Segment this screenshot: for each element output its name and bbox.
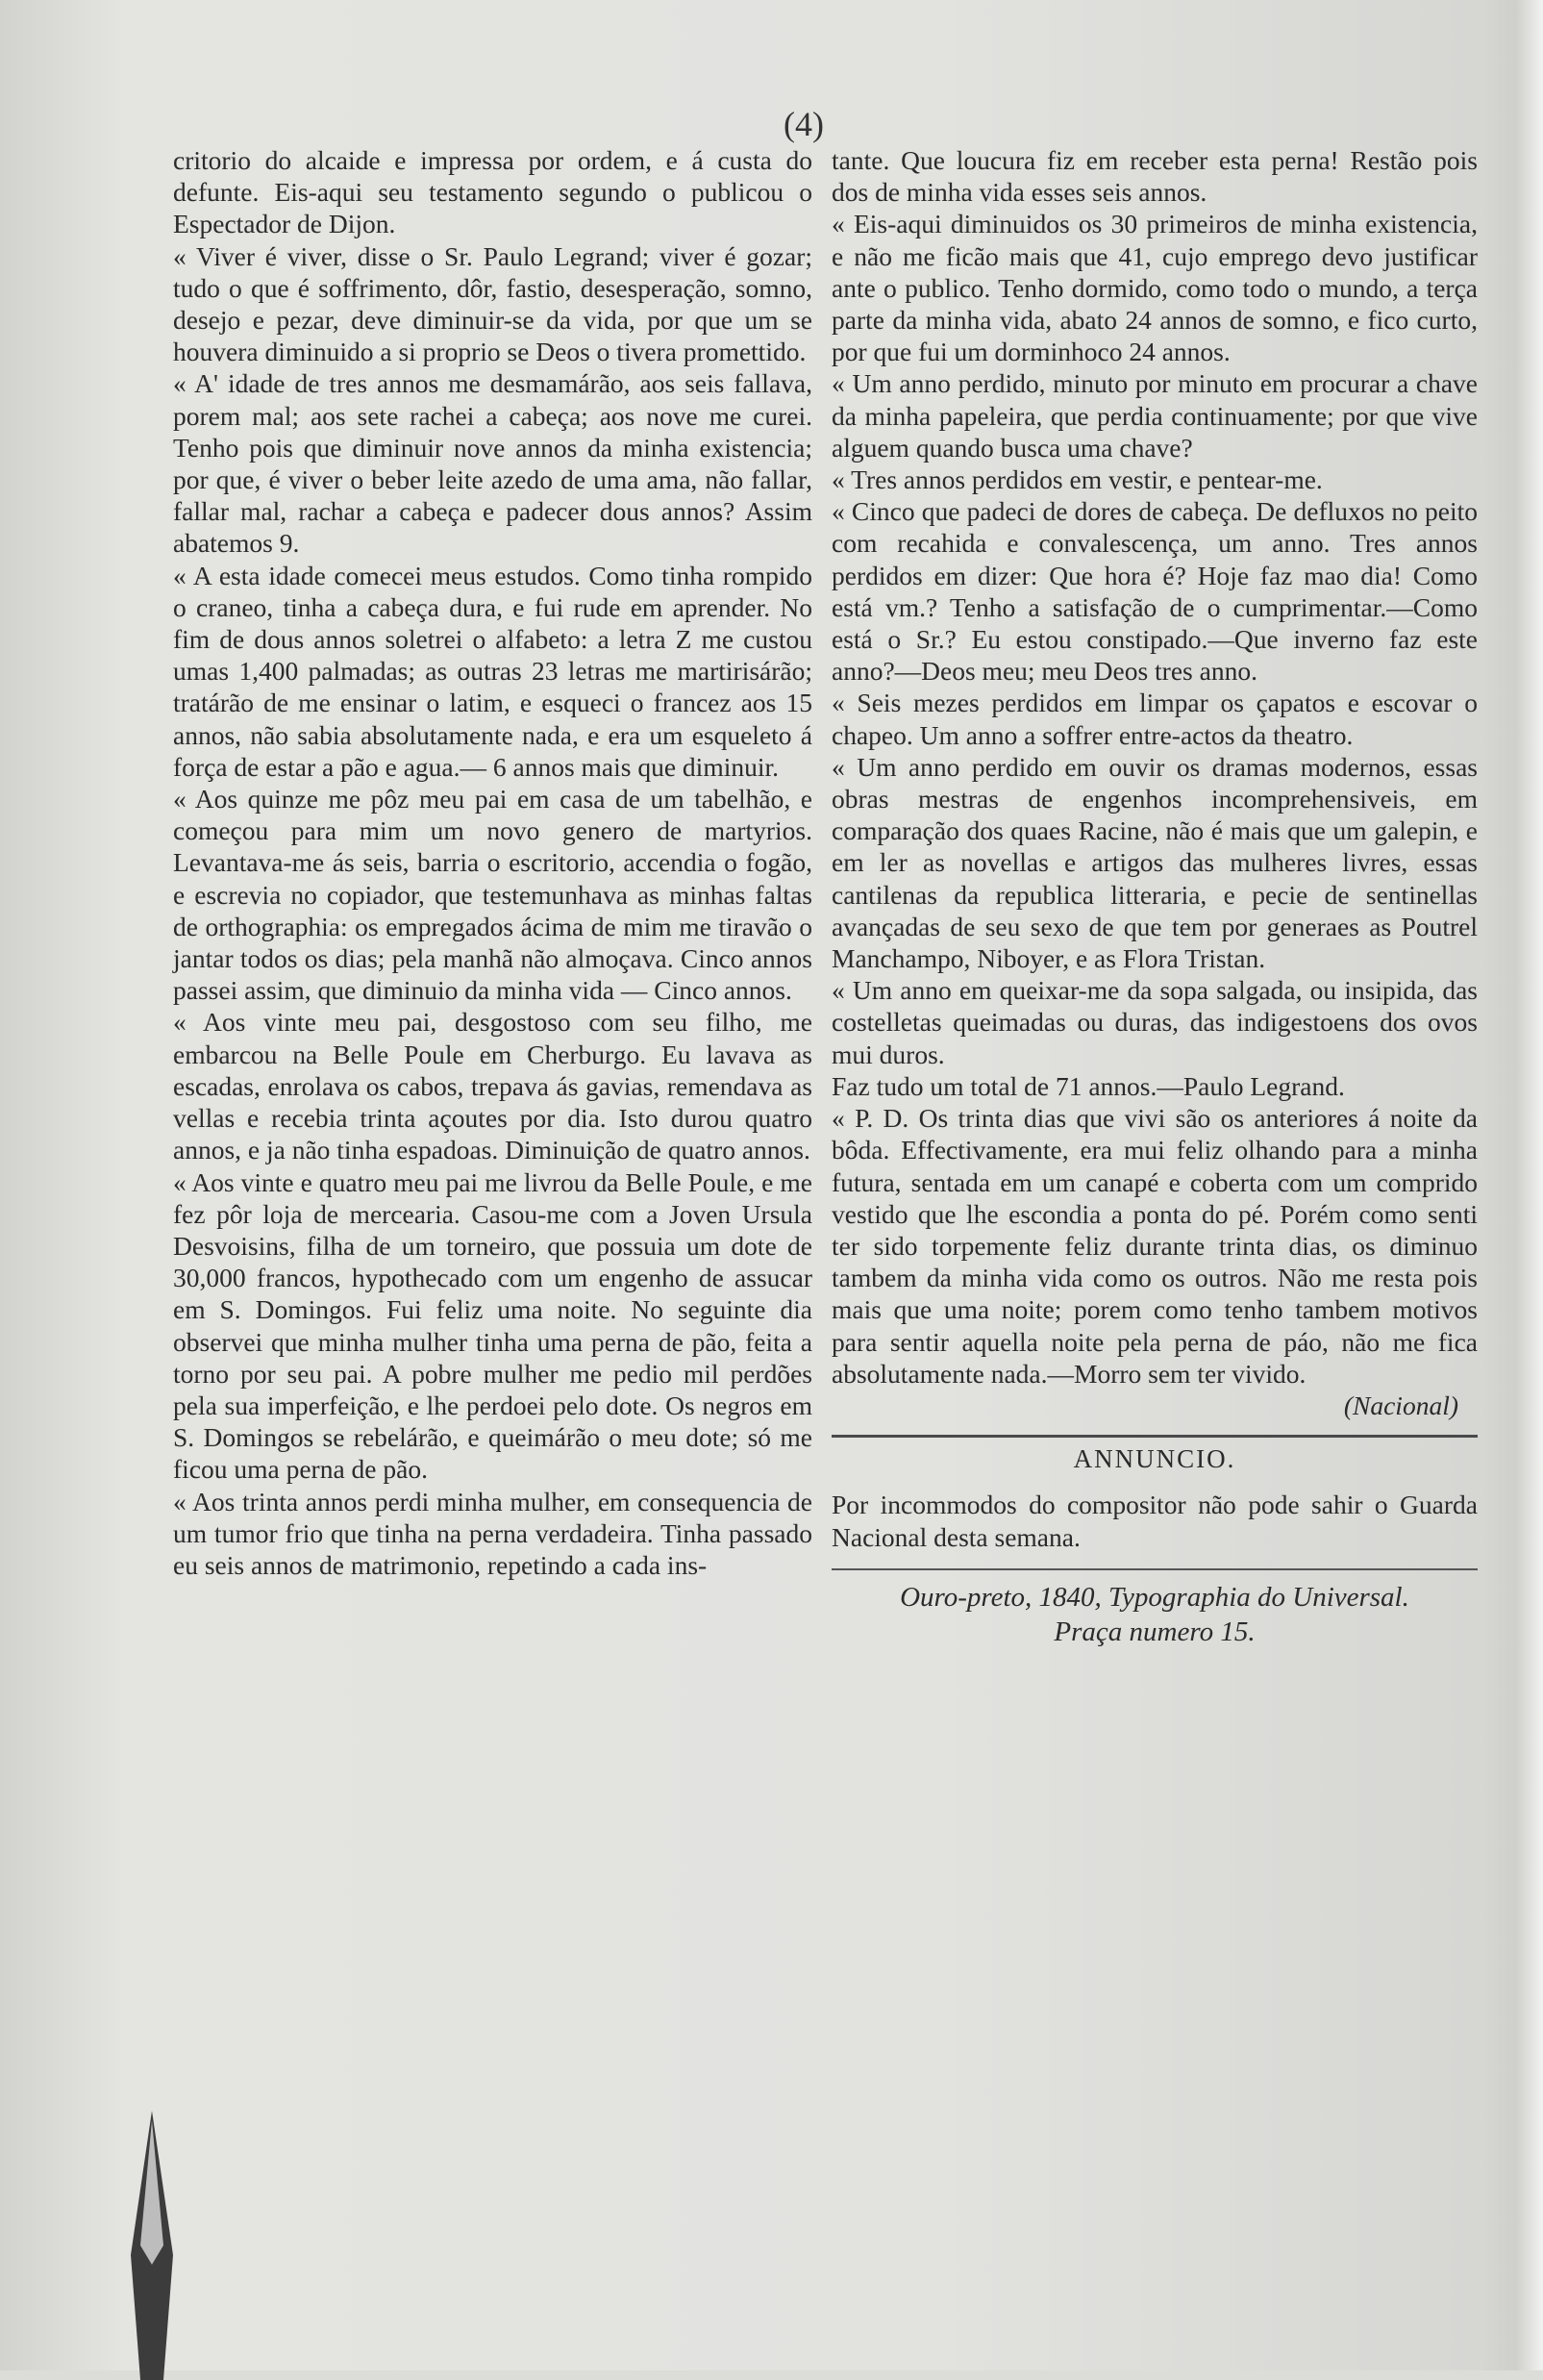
paragraph: « Um anno perdido, minuto por minuto em procurar a chave da minha papeleira, que perdia continuamente; por que vive alguem quando busca uma chave? [832,368,1478,463]
divider-rule [832,1568,1478,1570]
left-column [173,144,812,1581]
paragraph: « Viver é viver, disse o Sr. Paulo Legrand; viver é gozar; tudo o que é soffrimento, dôr, fastio, desesperação, somno, desejo e pezar, deve diminuir-se da vida, por que um se houvera diminuido a si proprio se Deos o tivera promettido. [173,240,812,367]
pen-nib-icon [113,2111,190,2380]
paragraph: « Seis mezes perdidos em limpar os çapatos e escovar o chapeo. Um anno a soffrer entre-actos da theatro. [832,688,1478,750]
paragraph: tante. Que loucura fiz em receber esta perna! Restão pois dos de minha vida esses seis annos. [832,145,1478,208]
announcement-heading: ANNUNCIO. [1073,1444,1236,1474]
imprint-line: Ouro-preto, 1840, Typographia do Universal. [900,1581,1409,1613]
right-column [832,144,1478,1649]
divider-rule [832,1435,1478,1438]
paragraph: « Cinco que padeci de dores de cabeça. De defluxos no peito com recahida e convalescença, um anno. Tres annos perdidos em dizer: Que hora é? Hoje faz mao dia! Como está vm.? Tenho a satisfação de o cumprimentar.—Como está o Sr.? Eu estou constipado.—Que inverno faz este anno?—Deos meu; meu Deos tres anno. [832,496,1478,687]
signature: (Nacional) [1343,1390,1458,1420]
paragraph: « A' idade de tres annos me desmamárão, aos seis fallava, porem mal; aos sete rachei a cabeça; aos nove me curei. Tenho pois que diminuir nove annos da minha existencia; por que, é viver o beber leite azedo de uma ama, não fallar, fallar mal, rachar a cabeça e padecer dous annos? Assim abatemos 9. [173,368,812,559]
announcement-text: Por incommodos do compositor não pode sahir o Guarda Nacional desta semana. [832,1490,1478,1552]
paragraph: « P. D. Os trinta dias que vivi são os anteriores á noite da bôda. Effectivamente, era mui feliz olhando para a minha futura, sentada em um canapé e coberta com um comprido vestido que lhe escondia a ponta do pé. Porém como senti ter sido torpemente feliz durante trinta dias, os diminuo tambem da minha vida como os outros. Não me resta pois mais que uma noite; porem como tenho tambem motivos para sentir aquella noite pela perna de páo, não me fica absolutamente nada.—Morro sem ter vivido. [832,1103,1478,1389]
paragraph: Faz tudo um total de 71 annos.—Paulo Legrand. [832,1070,1345,1101]
paragraph: « Tres annos perdidos em vestir, e pentear-me. [832,464,1323,495]
paragraph: « Aos vinte meu pai, desgostoso com seu filho, me embarcou na Belle Poule em Cherburgo. Eu lavava as escadas, enrolava os cabos, trepava ás gavias, remendava as vellas e recebia trinta açoutes por dia. Isto durou quatro annos, e ja não tinha espadoas. Diminuição de quatro annos. [173,1007,812,1165]
paragraph: « Aos vinte e quatro meu pai me livrou da Belle Poule, e me fez pôr loja de mercearia. Casou-me com a Joven Ursula Desvoisins, filha de um torneiro, que possuia um dote de 30,000 francos, hypothecado com um engenho de assucar em S. Domingos. Fui feliz uma noite. No seguinte dia observei que minha mulher tinha uma perna de pão, feita a torno por seu pai. A pobre mulher me pedio mil perdões pela sua imperfeição, e lhe perdoei pelo dote. Os negros em S. Domingos se rebelárão, e queimárão o meu dote; só me ficou uma perna de pão. [173,1166,812,1485]
paragraph: « Eis-aqui diminuidos os 30 primeiros de minha existencia, e não me ficão mais que 41, cujo emprego devo justificar ante o publico. Tenho dormido, como todo o mundo, a terça parte da minha vida, abato 24 annos de somno, e fico curto, por que fui um dorminhoco 24 annos. [832,209,1478,367]
paragraph: « Um anno perdido em ouvir os dramas modernos, essas obras mestras de engenhos incomprehensiveis, em comparação dos quaes Racine, não é mais que um galepin, e em ler as novellas e artigos das mulheres livres, essas cantilenas da republica litteraria, e pecie de sentinellas avançadas de seu sexo de que tem por generaes as Poutrel Manchampo, Niboyer, e as Flora Tristan. [832,751,1478,974]
paragraph: « Aos quinze me pôz meu pai em casa de um tabelhão, e começou para mim um novo genero de martyrios. Levantava-me ás seis, barria o escritorio, accendia o fogão, e escrevia no copiador, que testemunhava as minhas faltas de orthographia: os empregados ácima de mim me tiravão o jantar todos os dias; pela manhã não almoçava. Cinco annos passei assim, que diminuio da minha vida — Cinco annos. [173,784,812,1006]
paragraph: « Um anno em queixar-me da sopa salgada, ou insipida, das costelletas queimadas ou duras, das indigestoens dos ovos mui duros. [832,975,1478,1069]
imprint-line: Praça numero 15. [1054,1616,1256,1647]
page-number: (4) [784,105,824,143]
page-edge [1516,0,1543,2370]
paragraph: « A esta idade comecei meus estudos. Como tinha rompido o craneo, tinha a cabeça dura, e fui rude em aprender. No fim de dous annos soletrei o alfabeto: a letra Z me custou umas 1,400 palmadas; as outras 23 letras me martirisárão; tratárão de me ensinar o latim, e esqueci o francez aos 15 annos, não sabia absolutamente nada, e era um esqueleto á força de estar a pão e agua.— 6 annos mais que diminuir. [173,560,812,782]
paragraph: « Aos trinta annos perdi minha mulher, em consequencia de um tumor frio que tinha na perna verdadeira. Tinha passado eu seis annos de matrimonio, repetindo a cada ins- [173,1486,812,1580]
paragraph: critorio do alcaide e impressa por ordem, e á custa do defunte. Eis-aqui seu testamento segundo o publicou o Espectador de Dijon. [173,145,812,239]
